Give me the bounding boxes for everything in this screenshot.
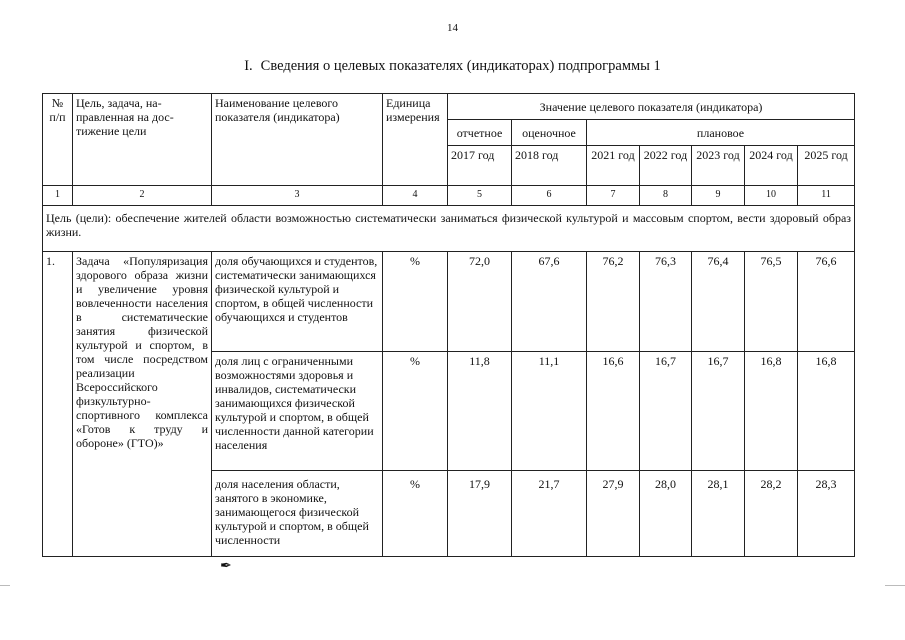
year-2018: 2018 год xyxy=(512,146,587,186)
heading-number: I. xyxy=(244,58,253,74)
col-number: 4 xyxy=(383,186,448,206)
year-2021: 2021 год xyxy=(587,146,640,186)
task-number: 1. xyxy=(43,252,73,557)
year-2023: 2023 год xyxy=(692,146,745,186)
task-description: Задача «Популяризация здорового образа жизни и увеличение уровня вовлеченности населения в систематические занятия физической культурой и спортом, в том числе посредством реализации Всероссийского физкультурно-спортивного комплекса «Готов к труду и обороне» (ГТО)» xyxy=(73,252,212,557)
header-unit: Единица измерения xyxy=(383,94,448,186)
value-2022: 76,3 xyxy=(640,252,692,352)
value-2025: 16,8 xyxy=(798,352,855,471)
col-number: 11 xyxy=(798,186,855,206)
header-number: № п/п xyxy=(43,94,73,186)
section-heading xyxy=(0,58,905,75)
value-2023: 28,1 xyxy=(692,471,745,557)
value-2017: 17,9 xyxy=(448,471,512,557)
indicator-unit: % xyxy=(383,352,448,471)
value-2018: 21,7 xyxy=(512,471,587,557)
indicator-name: доля обучающихся и студентов, систематически занимающихся физической культурой и спортом, в общей численности обучающихся и студентов xyxy=(212,252,383,352)
value-2022: 28,0 xyxy=(640,471,692,557)
value-2018: 67,6 xyxy=(512,252,587,352)
value-2024: 16,8 xyxy=(745,352,798,471)
col-number: 5 xyxy=(448,186,512,206)
goal-row: Цель (цели): обеспечение жителей области возможностью систематически заниматься физической культурой и массовым спортом, вести здоровый образ жизни. xyxy=(43,206,855,252)
year-2025: 2025 год xyxy=(798,146,855,186)
page-number: 14 xyxy=(447,22,458,34)
pen-cursor-icon: ✒ xyxy=(220,559,232,574)
value-2025: 76,6 xyxy=(798,252,855,352)
value-2023: 76,4 xyxy=(692,252,745,352)
col-number: 9 xyxy=(692,186,745,206)
value-2021: 76,2 xyxy=(587,252,640,352)
col-number: 10 xyxy=(745,186,798,206)
year-2022: 2022 год xyxy=(640,146,692,186)
header-indicator: Наименование целевого показателя (индикатора) xyxy=(212,94,383,186)
year-2024: 2024 год xyxy=(745,146,798,186)
value-2024: 76,5 xyxy=(745,252,798,352)
value-2017: 11,8 xyxy=(448,352,512,471)
value-2024: 28,2 xyxy=(745,471,798,557)
indicator-unit: % xyxy=(383,471,448,557)
value-2017: 72,0 xyxy=(448,252,512,352)
value-2025: 28,3 xyxy=(798,471,855,557)
col-number: 8 xyxy=(640,186,692,206)
col-number: 6 xyxy=(512,186,587,206)
col-number: 3 xyxy=(212,186,383,206)
col-number: 7 xyxy=(587,186,640,206)
heading-text: Сведения о целевых показателях (индикаторах) подпрограммы 1 xyxy=(260,58,661,74)
scan-mark xyxy=(0,585,10,586)
header-goal: Цель, задача, на-правленная на дос-тижение цели xyxy=(73,94,212,186)
header-planned: плановое xyxy=(587,120,855,146)
value-2022: 16,7 xyxy=(640,352,692,471)
header-estimated: оценочное xyxy=(512,120,587,146)
col-number: 2 xyxy=(73,186,212,206)
indicators-table xyxy=(42,93,855,557)
value-2018: 11,1 xyxy=(512,352,587,471)
year-2017: 2017 год xyxy=(448,146,512,186)
indicator-name: доля населения области, занятого в экономике, занимающегося физической культурой и спортом, в общей численности xyxy=(212,471,383,557)
indicator-unit: % xyxy=(383,252,448,352)
col-number: 1 xyxy=(43,186,73,206)
value-2021: 16,6 xyxy=(587,352,640,471)
header-value: Значение целевого показателя (индикатора) xyxy=(448,94,855,120)
header-reported: отчетное xyxy=(448,120,512,146)
value-2021: 27,9 xyxy=(587,471,640,557)
value-2023: 16,7 xyxy=(692,352,745,471)
scan-mark xyxy=(885,585,905,586)
indicator-name: доля лиц с ограниченными возможностями здоровья и инвалидов, систематически занимающихся физической культурой и спортом, в общей численности данной категории населения xyxy=(212,352,383,471)
